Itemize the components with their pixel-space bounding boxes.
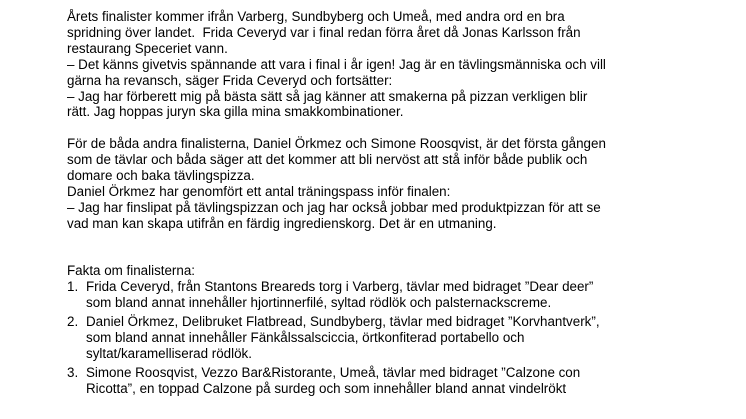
text-line: syltat/karamelliserad rödlök. (86, 346, 252, 361)
text-line: – Jag har förberett mig på bästa sätt så jag känner att smakerna på pizzan verkligen blir (67, 88, 588, 104)
text-line: För de båda andra finalisterna, Daniel Örkmez och Simone Roosqvist, är det första gången (67, 136, 606, 152)
text-line: domare och baka tävlingspizza. (67, 168, 255, 184)
text-line: som bland annat innehåller Fänkålssalsciccia, örtkonfiterad portabello och (86, 330, 525, 346)
text-line: vad man kan skapa utifrån en färdig ingredienskorg. Det är en utmaning. (67, 215, 497, 231)
paragraph-spacer (67, 232, 707, 264)
text-line: Daniel Örkmez har genomfört ett antal träningspass inför finalen: (67, 183, 451, 199)
text-line: Simone Roosqvist, Vezzo Bar&Ristorante, Umeå, tävlar med bidraget ”Calzone con (86, 364, 581, 380)
text-line: spridning över landet. Frida Ceveryd var i final redan förra året då Jonas Karlsson från (67, 24, 581, 40)
document-body (67, 9, 707, 400)
text-line: som bland annat innehåller hjortinnerfilé, syltad rödlök och palsternackscreme. (86, 295, 552, 311)
text-line: – Jag har finslipat på tävlingspizzan och jag har också jobbar med produktpizzan för att se (67, 199, 601, 215)
text-line: restaurang Speceriet vann. (67, 40, 228, 56)
text-line: rätt. Jag hoppas juryn ska gilla mina smakkombinationer. (67, 104, 404, 120)
finalists-paragraph (67, 136, 707, 231)
facts-heading: Fakta om finalisterna: (67, 263, 196, 279)
intro-paragraph (67, 9, 707, 120)
list-number: 3. (67, 364, 79, 380)
list-item (67, 314, 707, 362)
text-line: som de tävlar och båda säger att det kommer att bli nervöst att stå inför både publik och (67, 152, 588, 168)
list-item (67, 365, 707, 397)
list-item (67, 279, 707, 311)
list-number: 2. (67, 314, 79, 330)
text-line: – Det känns givetvis spännande att vara i final i år igen! Jag är en tävlingsmänniska och vill (67, 56, 606, 72)
facts-section (67, 263, 707, 396)
paragraph-spacer (67, 120, 707, 136)
text-line: Årets finalister kommer ifrån Varberg, Sundbyberg och Umeå, med andra ord en bra (67, 9, 565, 24)
list-number: 1. (67, 279, 79, 295)
text-line: Daniel Örkmez, Delibruket Flatbread, Sundbyberg, tävlar med bidraget ”Korvhantverk”, (86, 314, 600, 330)
text-line: gärna ha revansch, säger Frida Ceveryd och fortsätter: (67, 72, 393, 88)
text-line: Ricotta”, en toppad Calzone på surdeg och som innehåller bland annat vindelrökt (86, 380, 567, 396)
finalists-list (67, 279, 707, 396)
text-line: Frida Ceveryd, från Stantons Breareds torg i Varberg, tävlar med bidraget ”Dear deer” (86, 279, 594, 295)
